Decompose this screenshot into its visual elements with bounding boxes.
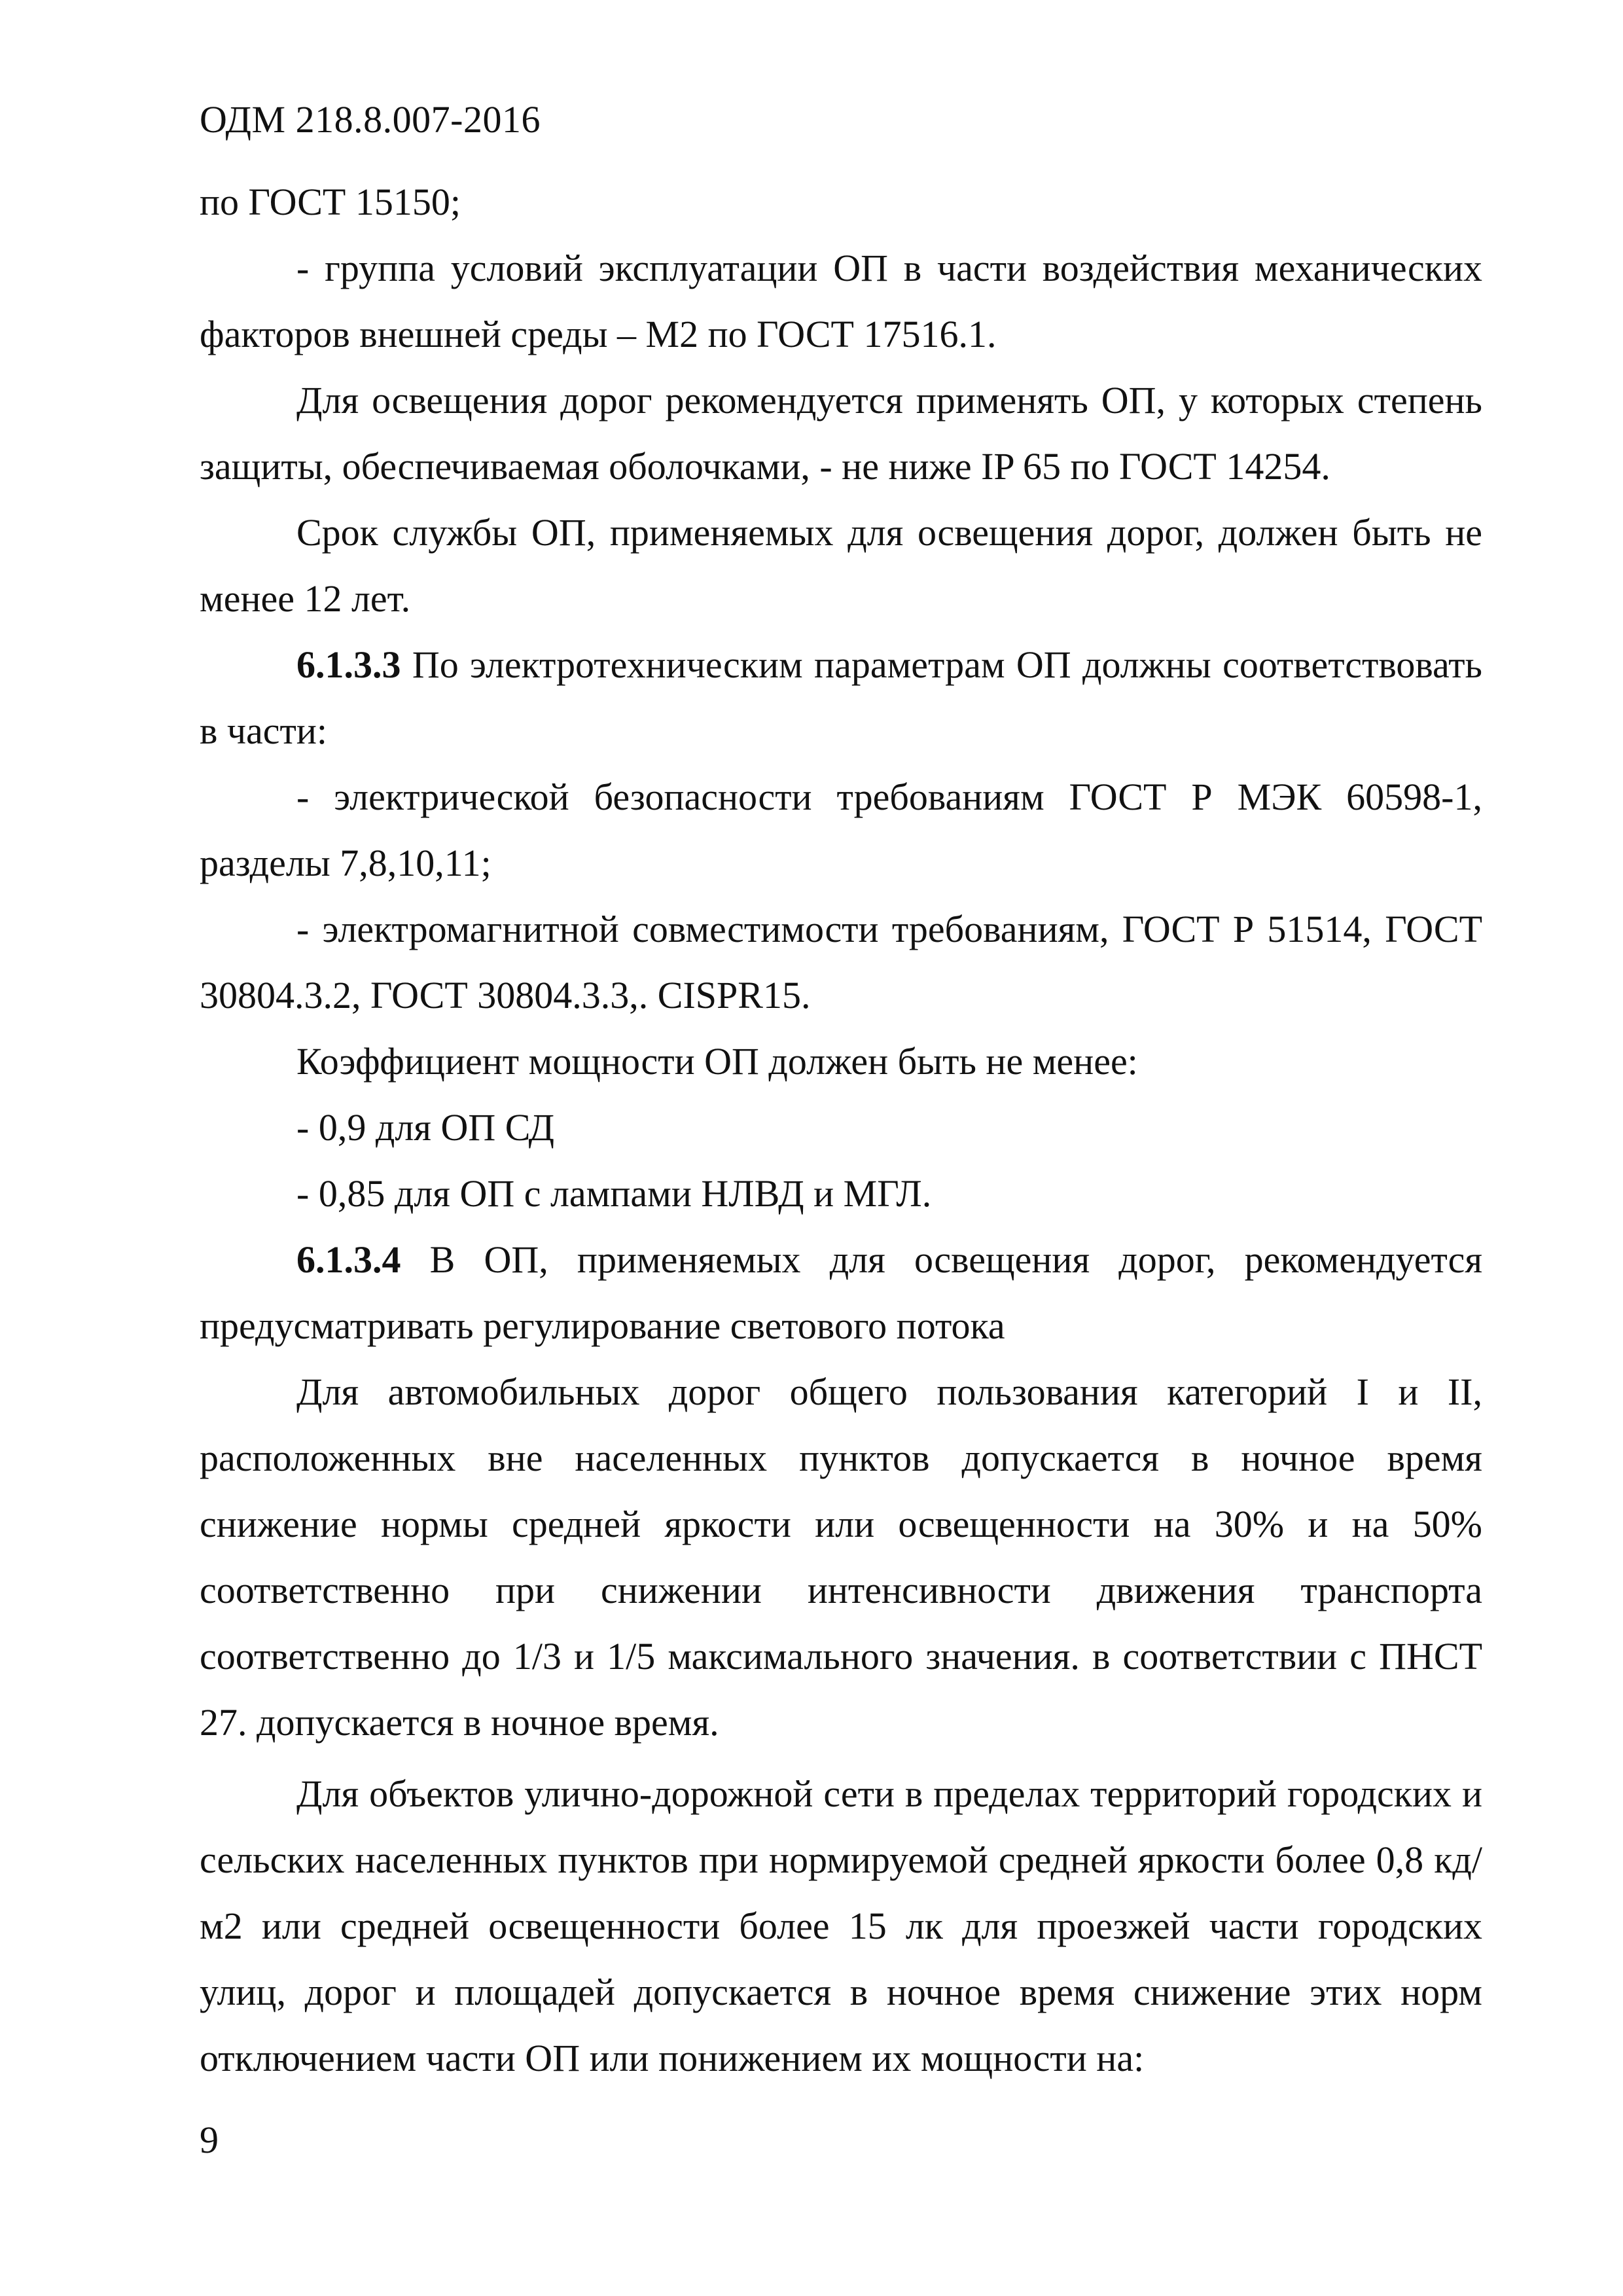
paragraph-section-6-1-3-4: [200, 1227, 1482, 1359]
list-item-led: - 0,9 для ОП СД: [296, 1106, 555, 1149]
page-number: 9: [200, 2119, 219, 2161]
list-item-hps-mh: - 0,85 для ОП с лампами НЛВД и МГЛ.: [296, 1172, 932, 1215]
paragraph-power-factor: Коэффициент мощности ОП должен быть не менее:: [296, 1040, 1138, 1083]
document-body: [200, 169, 1482, 2091]
paragraph-electrical-safety: - электрической безопасности требованиям ГОСТ Р МЭК 60598-1, разделы 7,8,10,11;: [200, 776, 1482, 884]
document-header-code: ОДМ 218.8.007-2016: [200, 98, 541, 141]
paragraph-mechanical-conditions: - группа условий эксплуатации ОП в части воздействия механических факторов внешней среды – М2 по ГОСТ 17516.1.: [200, 247, 1482, 355]
section-number: 6.1.3.4: [296, 1238, 401, 1281]
section-text: В ОП, применяемых для освещения дорог, рекомендуется предусматривать регулирование светового потока: [200, 1238, 1482, 1347]
paragraph-gost-15150: по ГОСТ 15150;: [200, 181, 461, 223]
section-text: По электротехническим параметрам ОП должны соответствовать в части:: [200, 643, 1482, 752]
paragraph-urban-dimming: Для объектов улично-дорожной сети в пределах территорий городских и сельских населенных пунктов при нормируемой средней яркости более 0,8 кд/м2 или средней освещенности более 15 лк для проезжей части городских улиц, дорог и площадей допускается в ночное время снижение этих норм отключением части ОП или понижением их мощности на:: [200, 1772, 1482, 2079]
paragraph-protection-degree: Для освещения дорог рекомендуется применять ОП, у которых степень защиты, обеспечиваемая оболочками, - не ниже IP 65 по ГОСТ 14254.: [200, 379, 1482, 488]
paragraph-section-6-1-3-3: [200, 632, 1482, 764]
paragraph-emc: - электромагнитной совместимости требованиям, ГОСТ Р 51514, ГОСТ 30804.3.2, ГОСТ 30804.3.3,. CISPR15.: [200, 908, 1482, 1016]
paragraph-service-life: Срок службы ОП, применяемых для освещения дорог, должен быть не менее 12 лет.: [200, 511, 1482, 620]
paragraph-highway-dimming: Для автомобильных дорог общего пользования категорий I и II, расположенных вне населенных пунктов допускается в ночное время снижение нормы средней яркости или освещенности на 30% и на 50% соответственно при снижении интенсивности движения транспорта соответственно до 1/3 и 1/5 максимального значения. в соответствии с ПНСТ 27. допускается в ночное время.: [200, 1371, 1482, 1744]
section-number: 6.1.3.3: [296, 643, 401, 686]
